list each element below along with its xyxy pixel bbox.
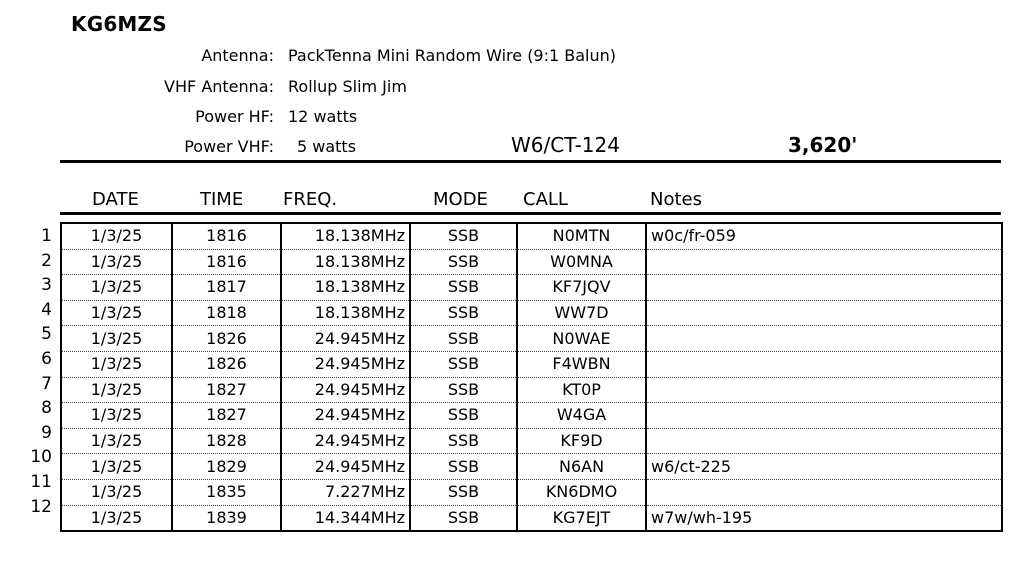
cell-callsign: WW7D	[517, 300, 646, 326]
cell-frequency: 18.138MHz	[281, 249, 410, 275]
power-hf-label: Power HF:	[195, 107, 274, 126]
cell-time: 1828	[172, 428, 281, 454]
cell-date: 1/3/25	[61, 377, 172, 403]
operator-callsign: KG6MZS	[71, 12, 167, 36]
row-number: 10	[30, 447, 52, 468]
cell-mode: SSB	[410, 454, 517, 480]
cell-callsign: N6AN	[517, 454, 646, 480]
cell-callsign: N0WAE	[517, 326, 646, 352]
cell-time: 1839	[172, 505, 281, 531]
row-number: 2	[41, 250, 52, 271]
cell-mode: SSB	[410, 300, 517, 326]
cell-mode: SSB	[410, 377, 517, 403]
cell-mode: SSB	[410, 223, 517, 249]
cell-date: 1/3/25	[61, 505, 172, 531]
cell-time: 1816	[172, 249, 281, 275]
row-number: 8	[41, 398, 52, 419]
row-number: 3	[41, 275, 52, 296]
cell-frequency: 24.945MHz	[281, 377, 410, 403]
cell-date: 1/3/25	[61, 351, 172, 377]
cell-time: 1827	[172, 403, 281, 429]
cell-frequency: 14.344MHz	[281, 505, 410, 531]
summit-reference: W6/CT-124	[511, 133, 620, 157]
table-row	[61, 454, 1002, 480]
cell-time: 1826	[172, 351, 281, 377]
cell-frequency: 18.138MHz	[281, 275, 410, 301]
table-row	[61, 249, 1002, 275]
cell-mode: SSB	[410, 428, 517, 454]
cell-notes	[646, 326, 1002, 352]
table-row	[61, 326, 1002, 352]
cell-date: 1/3/25	[61, 428, 172, 454]
cell-callsign: KT0P	[517, 377, 646, 403]
row-number: 4	[41, 299, 52, 320]
cell-frequency: 18.138MHz	[281, 223, 410, 249]
cell-callsign: KG7EJT	[517, 505, 646, 531]
cell-time: 1818	[172, 300, 281, 326]
table-row	[61, 223, 1002, 249]
antenna-label: Antenna:	[201, 46, 274, 65]
cell-date: 1/3/25	[61, 300, 172, 326]
cell-notes	[646, 275, 1002, 301]
cell-callsign: KN6DMO	[517, 479, 646, 505]
cell-notes	[646, 249, 1002, 275]
column-header-call: CALL	[523, 189, 568, 210]
power-vhf-label: Power VHF:	[184, 137, 274, 156]
cell-mode: SSB	[410, 326, 517, 352]
row-number: 6	[41, 348, 52, 369]
cell-notes	[646, 377, 1002, 403]
qso-log-table	[60, 222, 1003, 532]
cell-date: 1/3/25	[61, 249, 172, 275]
column-header-divider	[60, 212, 1001, 215]
cell-time: 1827	[172, 377, 281, 403]
table-row	[61, 479, 1002, 505]
cell-notes	[646, 300, 1002, 326]
summit-elevation: 3,620'	[788, 133, 858, 157]
cell-mode: SSB	[410, 249, 517, 275]
row-number: 9	[41, 422, 52, 443]
column-header-freq: FREQ.	[283, 189, 338, 210]
cell-date: 1/3/25	[61, 275, 172, 301]
table-row	[61, 428, 1002, 454]
cell-mode: SSB	[410, 505, 517, 531]
vhf-antenna-value: Rollup Slim Jim	[288, 77, 407, 96]
cell-time: 1816	[172, 223, 281, 249]
cell-mode: SSB	[410, 403, 517, 429]
row-number: 11	[30, 471, 52, 492]
cell-time: 1817	[172, 275, 281, 301]
cell-callsign: W4GA	[517, 403, 646, 429]
antenna-value: PackTenna Mini Random Wire (9:1 Balun)	[288, 46, 617, 65]
cell-time: 1829	[172, 454, 281, 480]
row-number: 1	[41, 226, 52, 246]
cell-notes	[646, 479, 1002, 505]
column-header-time: TIME	[200, 189, 244, 210]
row-number: 12	[30, 496, 52, 517]
cell-notes: w6/ct-225	[646, 454, 1002, 480]
cell-mode: SSB	[410, 275, 517, 301]
vhf-antenna-label: VHF Antenna:	[164, 77, 274, 96]
cell-frequency: 24.945MHz	[281, 454, 410, 480]
cell-notes: w7w/wh-195	[651, 507, 753, 527]
power-vhf-value: 5 watts	[297, 137, 357, 156]
cell-notes	[646, 403, 1002, 429]
cell-callsign: KF9D	[517, 428, 646, 454]
cell-notes	[646, 351, 1002, 377]
cell-frequency: 18.138MHz	[281, 300, 410, 326]
cell-date: 1/3/25	[61, 403, 172, 429]
cell-date: 1/3/25	[61, 326, 172, 352]
table-row	[61, 403, 1002, 429]
cell-date: 1/3/25	[61, 454, 172, 480]
column-header-notes: Notes	[650, 189, 702, 210]
header-divider	[60, 160, 1001, 163]
cell-notes	[646, 428, 1002, 454]
row-number: 7	[41, 373, 52, 394]
cell-frequency: 7.227MHz	[281, 479, 410, 505]
cell-frequency: 24.945MHz	[281, 428, 410, 454]
cell-callsign: N0MTN	[517, 223, 646, 249]
power-hf-value: 12 watts	[288, 107, 358, 126]
cell-date: 1/3/25	[61, 223, 172, 249]
cell-frequency: 24.945MHz	[281, 403, 410, 429]
column-header-date: DATE	[92, 189, 139, 210]
row-numbers	[22, 224, 52, 519]
table-row	[61, 377, 1002, 403]
cell-callsign: F4WBN	[517, 351, 646, 377]
cell-frequency: 24.945MHz	[281, 326, 410, 352]
cell-time: 1835	[172, 479, 281, 505]
row-number: 5	[41, 324, 52, 345]
cell-notes: w0c/fr-059	[646, 223, 1002, 249]
cell-frequency: 24.945MHz	[281, 351, 410, 377]
cell-callsign: W0MNA	[517, 249, 646, 275]
table-row	[61, 300, 1002, 326]
table-row	[61, 505, 1002, 531]
column-header-mode: MODE	[433, 189, 488, 210]
cell-date: 1/3/25	[61, 479, 172, 505]
cell-callsign: KF7JQV	[517, 275, 646, 301]
cell-mode: SSB	[410, 351, 517, 377]
cell-time: 1826	[172, 326, 281, 352]
table-row	[61, 275, 1002, 301]
cell-mode: SSB	[410, 479, 517, 505]
table-row	[61, 351, 1002, 377]
